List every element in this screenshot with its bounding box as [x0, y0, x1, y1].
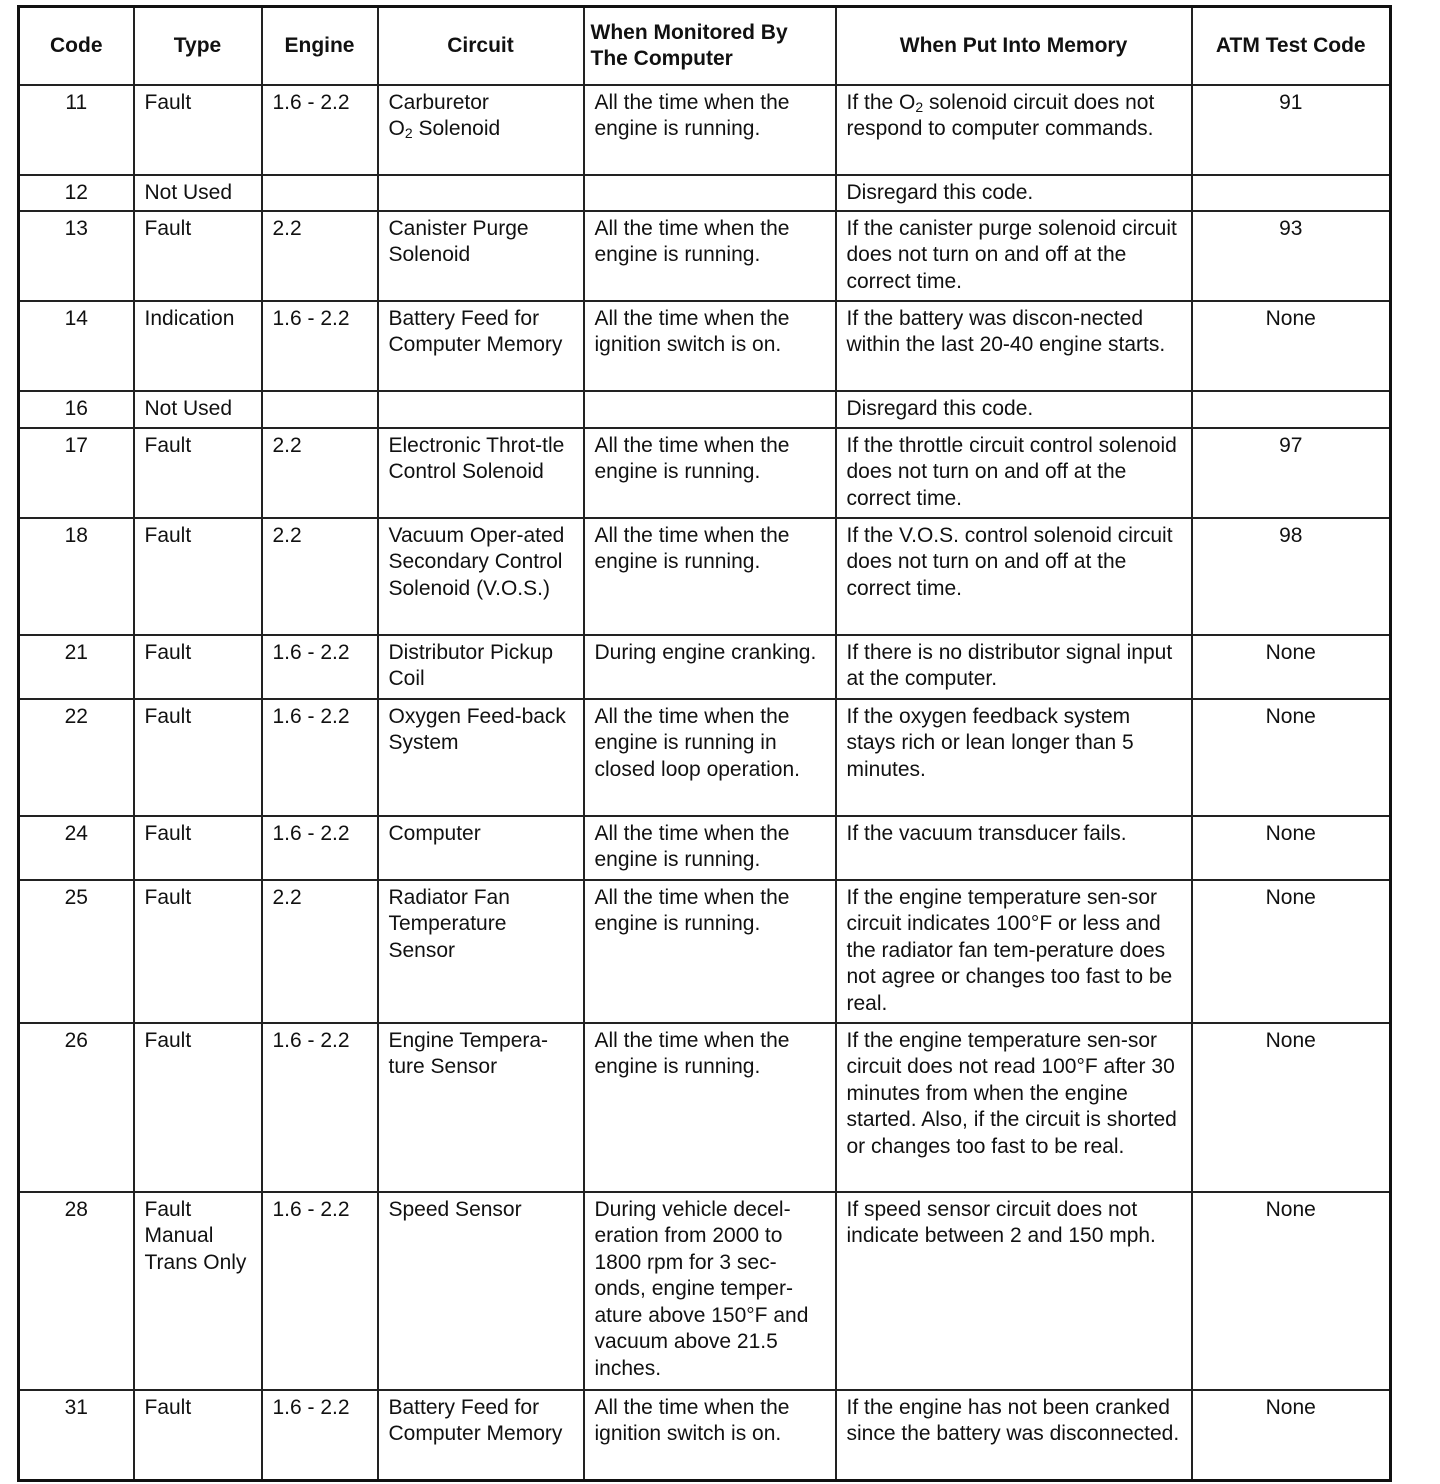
cell-type: Fault — [134, 1390, 262, 1481]
cell-memory: If the oxygen feedback system stays rich or lean longer than 5 minutes. — [836, 699, 1192, 816]
cell-atm: None — [1192, 880, 1391, 1023]
cell-circuit: Computer — [378, 816, 584, 880]
header-circuit: Circuit — [378, 7, 584, 85]
cell-code: 28 — [19, 1192, 134, 1390]
cell-atm: None — [1192, 1192, 1391, 1390]
cell-engine — [262, 175, 378, 211]
header-row — [19, 7, 1391, 85]
cell-atm: None — [1192, 816, 1391, 880]
cell-code: 13 — [19, 211, 134, 301]
cell-type: Fault — [134, 816, 262, 880]
cell-memory: If there is no distributor signal input at the computer. — [836, 635, 1192, 699]
table-row — [19, 880, 1391, 1023]
cell-atm: None — [1192, 699, 1391, 816]
cell-engine: 2.2 — [262, 518, 378, 635]
cell-type: Not Used — [134, 391, 262, 428]
cell-engine: 1.6 - 2.2 — [262, 85, 378, 175]
table-row — [19, 175, 1391, 211]
cell-engine: 1.6 - 2.2 — [262, 1192, 378, 1390]
cell-circuit: Battery Feed for Computer Memory — [378, 1390, 584, 1481]
cell-atm: 98 — [1192, 518, 1391, 635]
cell-memory: If the throttle circuit control solenoid does not turn on and off at the correct time. — [836, 428, 1192, 518]
cell-type: Fault — [134, 699, 262, 816]
cell-circuit: Vacuum Oper-ated Secondary Control Solenoid (V.O.S.) — [378, 518, 584, 635]
cell-circuit — [378, 175, 584, 211]
cell-memory: If the engine has not been cranked since the battery was disconnected. — [836, 1390, 1192, 1481]
table-row — [19, 518, 1391, 635]
cell-circuit: Carburetor $O_2$ Solenoid — [378, 85, 584, 175]
header-type: Type — [134, 7, 262, 85]
cell-atm: None — [1192, 1023, 1391, 1192]
cell-monitored: All the time when the engine is running. — [584, 211, 836, 301]
cell-code: 14 — [19, 301, 134, 391]
cell-engine: 2.2 — [262, 428, 378, 518]
cell-circuit: Speed Sensor — [378, 1192, 584, 1390]
cell-circuit: Electronic Throt-tle Control Solenoid — [378, 428, 584, 518]
cell-memory: If the engine temperature sen-sor circuit does not read 100°F after 30 minutes from when the engine started. Also, if the circuit is shorted or changes too fast to be real. — [836, 1023, 1192, 1192]
header-engine: Engine — [262, 7, 378, 85]
trouble-code-table — [17, 5, 1392, 1482]
cell-monitored: All the time when the engine is running. — [584, 85, 836, 175]
cell-type: Not Used — [134, 175, 262, 211]
cell-monitored: All the time when the engine is running. — [584, 1023, 836, 1192]
cell-type: Fault Manual Trans Only — [134, 1192, 262, 1390]
cell-code: 31 — [19, 1390, 134, 1481]
cell-type: Indication — [134, 301, 262, 391]
cell-monitored — [584, 391, 836, 428]
cell-engine: 1.6 - 2.2 — [262, 816, 378, 880]
cell-engine: 2.2 — [262, 880, 378, 1023]
cell-code: 16 — [19, 391, 134, 428]
cell-circuit: Engine Tempera-ture Sensor — [378, 1023, 584, 1192]
cell-engine: 1.6 - 2.2 — [262, 301, 378, 391]
cell-memory: Disregard this code. — [836, 175, 1192, 211]
cell-code: 12 — [19, 175, 134, 211]
cell-atm: 93 — [1192, 211, 1391, 301]
header-atm-test-code: ATM Test Code — [1192, 7, 1391, 85]
cell-code: 18 — [19, 518, 134, 635]
cell-memory: If the canister purge solenoid circuit does not turn on and off at the correct time. — [836, 211, 1192, 301]
table-row — [19, 428, 1391, 518]
cell-memory: If speed sensor circuit does not indicate between 2 and 150 mph. — [836, 1192, 1192, 1390]
cell-type: Fault — [134, 428, 262, 518]
cell-atm — [1192, 175, 1391, 211]
cell-code: 11 — [19, 85, 134, 175]
cell-engine: 2.2 — [262, 211, 378, 301]
cell-atm: None — [1192, 1390, 1391, 1481]
cell-type: Fault — [134, 211, 262, 301]
table-row — [19, 816, 1391, 880]
cell-circuit: Canister Purge Solenoid — [378, 211, 584, 301]
cell-circuit: Radiator Fan Temperature Sensor — [378, 880, 584, 1023]
cell-atm — [1192, 391, 1391, 428]
cell-code: 26 — [19, 1023, 134, 1192]
cell-engine — [262, 391, 378, 428]
cell-atm: None — [1192, 301, 1391, 391]
table-row — [19, 301, 1391, 391]
cell-memory: If the engine temperature sen-sor circuit indicates 100°F or less and the radiator fan tem-perature does not agree or changes too fast to be real. — [836, 880, 1192, 1023]
cell-monitored: All the time when the engine is running. — [584, 518, 836, 635]
table-row — [19, 1023, 1391, 1192]
table-row — [19, 391, 1391, 428]
cell-code: 25 — [19, 880, 134, 1023]
cell-monitored: During vehicle decel-eration from 2000 to 1800 rpm for 3 sec-onds, engine temper-ature above 150°F and vacuum above 21.5 inches. — [584, 1192, 836, 1390]
cell-monitored — [584, 175, 836, 211]
cell-code: 21 — [19, 635, 134, 699]
cell-engine: 1.6 - 2.2 — [262, 635, 378, 699]
cell-monitored: All the time when the ignition switch is on. — [584, 1390, 836, 1481]
cell-engine: 1.6 - 2.2 — [262, 1390, 378, 1481]
cell-monitored: During engine cranking. — [584, 635, 836, 699]
table-row — [19, 635, 1391, 699]
cell-engine: 1.6 - 2.2 — [262, 699, 378, 816]
cell-circuit: Oxygen Feed-back System — [378, 699, 584, 816]
table-row — [19, 1192, 1391, 1390]
cell-monitored: All the time when the engine is running. — [584, 428, 836, 518]
table-row — [19, 699, 1391, 816]
cell-type: Fault — [134, 85, 262, 175]
cell-type: Fault — [134, 635, 262, 699]
cell-type: Fault — [134, 1023, 262, 1192]
cell-code: 17 — [19, 428, 134, 518]
cell-code: 22 — [19, 699, 134, 816]
cell-memory: If the V.O.S. control solenoid circuit does not turn on and off at the correct time. — [836, 518, 1192, 635]
cell-memory: If the vacuum transducer fails. — [836, 816, 1192, 880]
cell-monitored: All the time when the engine is running in closed loop operation. — [584, 699, 836, 816]
cell-monitored: All the time when the engine is running. — [584, 880, 836, 1023]
cell-memory: If the $O_2$ solenoid circuit does not respond to computer commands. — [836, 85, 1192, 175]
cell-type: Fault — [134, 880, 262, 1023]
cell-memory: Disregard this code. — [836, 391, 1192, 428]
header-when-monitored: When Monitored By The Computer — [584, 7, 836, 85]
cell-monitored: All the time when the engine is running. — [584, 816, 836, 880]
header-when-put-into-memory: When Put Into Memory — [836, 7, 1192, 85]
header-code: Code — [19, 7, 134, 85]
cell-type: Fault — [134, 518, 262, 635]
cell-monitored: All the time when the ignition switch is on. — [584, 301, 836, 391]
cell-circuit: Battery Feed for Computer Memory — [378, 301, 584, 391]
cell-atm: 91 — [1192, 85, 1391, 175]
cell-atm: 97 — [1192, 428, 1391, 518]
cell-memory: If the battery was discon-nected within the last 20-40 engine starts. — [836, 301, 1192, 391]
cell-circuit — [378, 391, 584, 428]
table-row — [19, 211, 1391, 301]
cell-engine: 1.6 - 2.2 — [262, 1023, 378, 1192]
cell-code: 24 — [19, 816, 134, 880]
table-row — [19, 85, 1391, 175]
cell-atm: None — [1192, 635, 1391, 699]
cell-circuit: Distributor Pickup Coil — [378, 635, 584, 699]
table-row — [19, 1390, 1391, 1481]
